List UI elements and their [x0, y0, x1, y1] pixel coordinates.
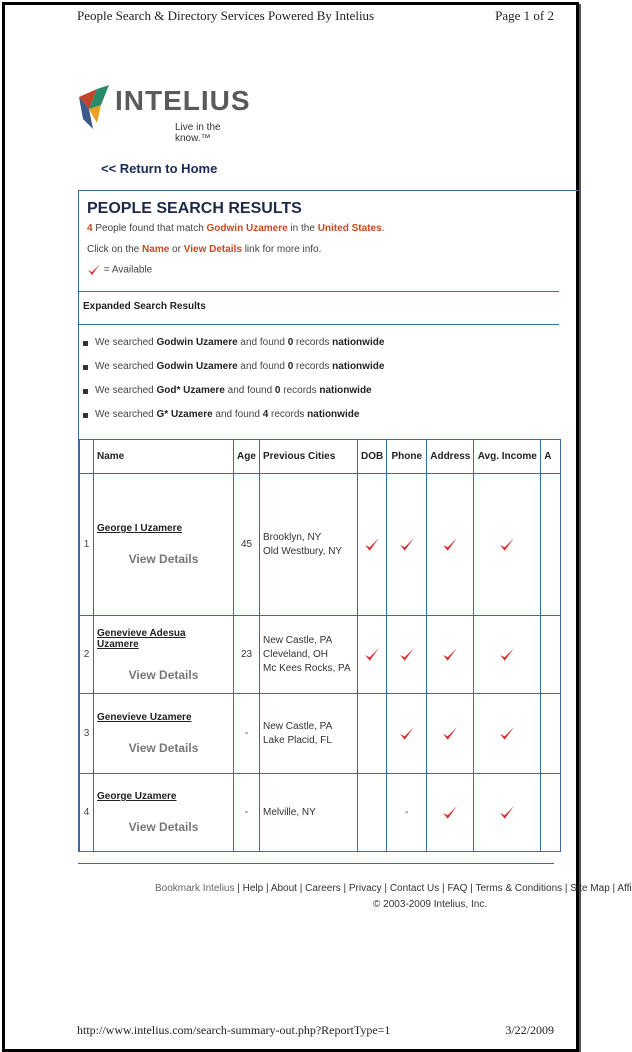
- footer-link[interactable]: Bookmark Intelius: [155, 883, 235, 894]
- city: Melville, NY: [263, 806, 316, 818]
- search-mid: and found: [237, 361, 288, 372]
- person-name-link[interactable]: George I Uzamere: [97, 523, 183, 534]
- income-cell: [474, 616, 541, 694]
- intelius-logo[interactable]: [75, 83, 255, 144]
- truncated-cell: [541, 616, 561, 694]
- footer-link[interactable]: Help: [242, 883, 264, 894]
- results-title: PEOPLE SEARCH RESULTS: [87, 200, 302, 217]
- found-mid: in the: [287, 223, 318, 234]
- table-row: [80, 616, 561, 694]
- search-item: [83, 361, 384, 385]
- found-end: .: [381, 223, 385, 234]
- view-details-link[interactable]: View Details: [128, 552, 199, 566]
- phone-cell: [387, 474, 427, 616]
- logo-wordmark: INTELIUS: [115, 85, 251, 116]
- page-frame: [2, 2, 632, 1052]
- link-separator: |: [467, 883, 476, 894]
- search-count: 4: [262, 409, 269, 420]
- checkmark-icon: [477, 726, 537, 742]
- name-cell: [94, 774, 234, 852]
- col-dob: DOB: [358, 440, 387, 474]
- truncated-cell: [541, 474, 561, 616]
- search-suffix: records: [280, 385, 320, 396]
- search-count: 0: [274, 385, 281, 396]
- table-row: [80, 774, 561, 852]
- checkmark-icon: [430, 805, 470, 821]
- search-query: G* Uzamere: [156, 409, 213, 420]
- search-item: [83, 337, 384, 361]
- checkmark-icon: [361, 647, 383, 663]
- col-truncated: A: [541, 440, 561, 474]
- city: Cleveland, OH: [263, 648, 329, 660]
- footer-links: [155, 883, 632, 894]
- link-separator: |: [234, 883, 243, 894]
- income-cell: [474, 774, 541, 852]
- instr-or: or: [169, 244, 184, 255]
- search-suffix: records: [268, 409, 308, 420]
- instr-name: Name: [142, 244, 170, 255]
- search-item: [83, 385, 384, 409]
- print-footer-date: 3/22/2009: [505, 1023, 554, 1037]
- copyright: © 2003-2009 Intelius, Inc.: [373, 899, 488, 910]
- footer-link[interactable]: Affi: [617, 883, 632, 894]
- col-income: Avg. Income: [474, 440, 541, 474]
- search-prefix: We searched: [95, 361, 157, 372]
- search-mid: and found: [237, 337, 288, 348]
- print-header-page: Page 1 of 2: [495, 8, 554, 23]
- found-count: 4: [87, 223, 93, 234]
- address-cell: [427, 474, 474, 616]
- instr-suffix: link for more info.: [241, 244, 322, 255]
- age-cell: 45: [234, 474, 260, 616]
- table-header-row: [80, 440, 561, 474]
- view-details-link[interactable]: View Details: [128, 667, 199, 682]
- checkmark-icon: [361, 537, 383, 553]
- name-cell: [94, 616, 234, 694]
- checkmark-icon: [477, 805, 537, 821]
- search-prefix: We searched: [95, 385, 157, 396]
- row-number: 2: [80, 616, 94, 694]
- truncated-cell: [541, 774, 561, 852]
- footer-link[interactable]: Site Map: [570, 883, 610, 894]
- results-table: [79, 439, 561, 852]
- name-cell: [94, 474, 234, 616]
- row-number: 4: [80, 774, 94, 852]
- checkmark-icon: [390, 647, 423, 663]
- col-name: Name: [94, 440, 234, 474]
- dob-cell: [358, 616, 387, 694]
- age-cell: 23: [234, 616, 260, 694]
- checkmark-icon: [477, 647, 537, 663]
- checkmark-icon: [87, 263, 101, 277]
- people-search-results: [78, 190, 579, 852]
- city: Old Westbury, NY: [263, 545, 343, 557]
- search-item: [83, 409, 384, 433]
- results-summary: [87, 223, 384, 234]
- age-cell: -: [234, 774, 260, 852]
- checkmark-icon: [390, 537, 423, 553]
- footer-link[interactable]: Careers: [305, 883, 341, 894]
- cities-cell: [260, 616, 358, 694]
- income-cell: [474, 474, 541, 616]
- search-prefix: We searched: [95, 337, 157, 348]
- return-home-link[interactable]: << Return to Home: [101, 161, 218, 176]
- search-query: Godwin Uzamere: [156, 361, 238, 372]
- link-separator: |: [263, 883, 271, 894]
- link-separator: |: [562, 883, 571, 894]
- footer-link[interactable]: Contact Us: [389, 883, 440, 894]
- link-separator: |: [340, 883, 349, 894]
- checkmark-icon: [430, 647, 470, 663]
- income-cell: [474, 694, 541, 774]
- dob-cell: [358, 774, 387, 852]
- dob-cell: [358, 694, 387, 774]
- search-scope: nationwide: [332, 361, 385, 372]
- available-label: = Available: [103, 264, 153, 276]
- link-separator: |: [609, 883, 618, 894]
- instr-details: View Details: [183, 244, 242, 255]
- available-legend: [87, 263, 152, 277]
- footer-link[interactable]: About: [270, 883, 297, 894]
- search-scope: nationwide: [332, 337, 385, 348]
- footer-link[interactable]: Terms & Conditions: [475, 883, 563, 894]
- footer-link[interactable]: Privacy: [348, 883, 382, 894]
- link-separator: |: [439, 883, 448, 894]
- name-cell: [94, 694, 234, 774]
- age-cell: -: [234, 694, 260, 774]
- found-prefix: People found that match: [92, 223, 207, 234]
- dob-cell: [358, 474, 387, 616]
- search-mid: and found: [212, 409, 263, 420]
- search-count: 0: [287, 337, 294, 348]
- checkmark-icon: [430, 537, 470, 553]
- phone-cell: [387, 694, 427, 774]
- checkmark-icon: [477, 537, 537, 553]
- col-phone: Phone: [387, 440, 427, 474]
- phone-cell: [387, 616, 427, 694]
- cities-cell: [260, 694, 358, 774]
- table-row: [80, 474, 561, 616]
- address-cell: [427, 694, 474, 774]
- search-mid: and found: [224, 385, 275, 396]
- person-name-link[interactable]: George Uzamere: [97, 791, 177, 802]
- view-details-link[interactable]: View Details: [128, 820, 199, 834]
- phone-cell: [387, 774, 427, 852]
- footer-link[interactable]: FAQ: [447, 883, 468, 894]
- search-query: Godwin Uzamere: [156, 337, 238, 348]
- intelius-logo-icon: [75, 83, 115, 135]
- results-instructions: [87, 244, 321, 255]
- cities-cell: [260, 474, 358, 616]
- instr-prefix: Click on the: [87, 244, 143, 255]
- divider: [79, 324, 559, 325]
- search-prefix: We searched: [95, 409, 157, 420]
- city: New Castle, PA: [263, 634, 333, 646]
- search-scope: nationwide: [319, 385, 372, 396]
- checkmark-icon: [390, 726, 423, 742]
- search-suffix: records: [293, 337, 333, 348]
- search-query: God* Uzamere: [156, 385, 225, 396]
- city: Mc Kees Rocks, PA: [263, 662, 351, 674]
- expanded-heading: Expanded Search Results: [83, 301, 206, 312]
- logo-tagline: Live in the know.™: [175, 122, 221, 144]
- found-country: United States: [317, 223, 382, 234]
- table-row: [80, 694, 561, 774]
- print-header-title: People Search & Directory Services Powered By Intelius: [77, 8, 375, 23]
- truncated-cell: [541, 694, 561, 774]
- row-number: 3: [80, 694, 94, 774]
- phone-text: -: [405, 807, 409, 818]
- row-number: 1: [80, 474, 94, 616]
- city: Lake Placid, FL: [263, 734, 332, 746]
- view-details-link[interactable]: View Details: [128, 741, 199, 755]
- col-cities: Previous Cities: [260, 440, 358, 474]
- cities-cell: [260, 774, 358, 852]
- person-name-link[interactable]: Genevieve Adesua Uzamere: [97, 627, 186, 650]
- link-separator: |: [381, 883, 390, 894]
- search-count: 0: [287, 361, 294, 372]
- link-separator: |: [296, 883, 306, 894]
- col-age: Age: [234, 440, 260, 474]
- expanded-search-list: [83, 337, 384, 433]
- footer-divider: [78, 863, 554, 864]
- checkmark-icon: [430, 726, 470, 742]
- col-address: Address: [427, 440, 474, 474]
- city: New Castle, PA: [263, 720, 333, 732]
- divider: [79, 291, 559, 292]
- col-num: [80, 440, 94, 474]
- address-cell: [427, 616, 474, 694]
- search-scope: nationwide: [307, 409, 360, 420]
- city: Brooklyn, NY: [263, 531, 322, 543]
- address-cell: [427, 774, 474, 852]
- search-suffix: records: [293, 361, 333, 372]
- found-name: Godwin Uzamere: [206, 223, 288, 234]
- person-name-link[interactable]: Genevieve Uzamere: [97, 712, 192, 723]
- print-footer-url: http://www.intelius.com/search-summary-out.php?ReportType=1: [77, 1023, 391, 1037]
